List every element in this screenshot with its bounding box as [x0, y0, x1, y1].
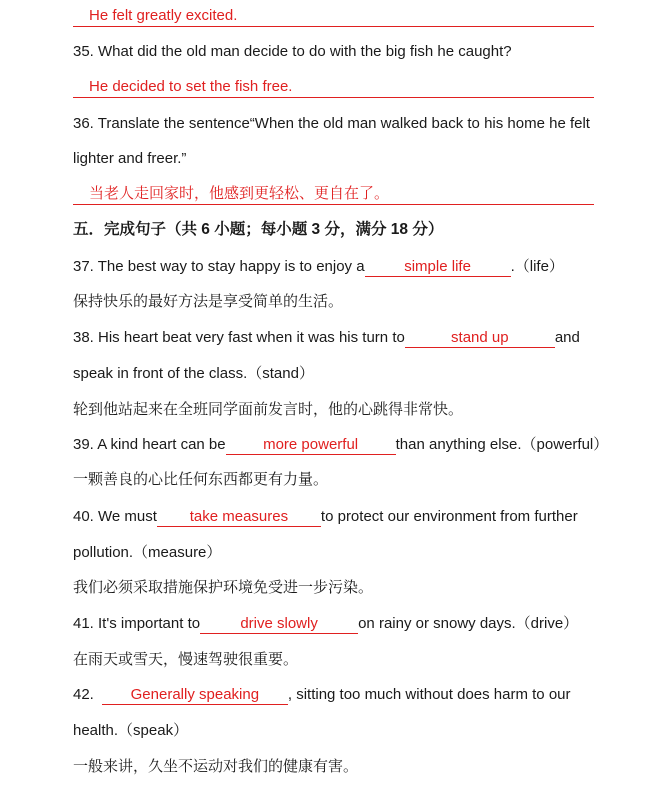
answer-37: simple life [365, 257, 511, 277]
question-38-line2: speak in front of the class.（stand） [73, 365, 314, 382]
question-35: 35. What did the old man decide to do with the big fish he caught? [73, 43, 512, 60]
answer-38: stand up [405, 328, 555, 348]
answer-34-text: He felt greatly excited. [89, 7, 238, 24]
answer-36-text: 当老人走回家时，他感到更轻松、更自在了。 [89, 185, 390, 202]
question-40-cn: 我们必须采取措施保护环境免受进一步污染。 [73, 579, 374, 596]
question-41 [73, 614, 578, 634]
question-39 [73, 435, 608, 455]
question-41-before: 41. It's important to [73, 615, 201, 632]
question-39-after: than anything else.（powerful） [395, 436, 609, 453]
question-42-before: 42. [73, 686, 94, 703]
question-38-before: 38. His heart beat very fast when it was his turn to [73, 329, 405, 346]
answer-40: take measures [157, 507, 321, 527]
question-38 [73, 328, 580, 348]
section-5-heading: 五．完成句子（共 6 小题；每小题 3 分，满分 18 分） [73, 221, 444, 238]
answer-36 [73, 184, 594, 205]
question-42-line2: health.（speak） [73, 722, 189, 739]
question-39-cn: 一颗善良的心比任何东西都更有力量。 [73, 471, 329, 488]
question-40-after: to protect our environment from further [320, 508, 578, 525]
question-42-after: , sitting too much without does harm to our [287, 686, 571, 703]
question-36-line1: 36. Translate the sentence“When the old man walked back to his home he felt [73, 115, 590, 132]
question-41-cn: 在雨天或雪天，慢速驾驶很重要。 [73, 651, 299, 668]
question-40-before: 40. We must [73, 508, 157, 525]
answer-42: Generally speaking [102, 685, 288, 705]
answer-35 [73, 77, 594, 98]
question-42-cn: 一般来讲，久坐不运动对我们的健康有害。 [73, 758, 359, 775]
question-42 [73, 685, 571, 705]
answer-34 [73, 6, 594, 27]
question-39-before: 39. A kind heart can be [73, 436, 226, 453]
question-41-after: on rainy or snowy days.（drive） [358, 615, 579, 632]
answer-39: more powerful [226, 435, 396, 455]
answer-35-text: He decided to set the fish free. [89, 78, 293, 95]
question-37-before: 37. The best way to stay happy is to enjoy a [73, 258, 365, 275]
question-38-after: and [554, 329, 580, 346]
question-36-line2: lighter and freer.” [73, 150, 187, 167]
question-37 [73, 257, 564, 277]
question-37-after: .（life） [510, 258, 564, 275]
question-38-cn: 轮到他站起来在全班同学面前发言时，他的心跳得非常快。 [73, 401, 464, 418]
question-37-cn: 保持快乐的最好方法是享受简单的生活。 [73, 293, 344, 310]
question-40 [73, 507, 578, 527]
answer-41: drive slowly [200, 614, 358, 634]
question-40-line2: pollution.（measure） [73, 544, 222, 561]
